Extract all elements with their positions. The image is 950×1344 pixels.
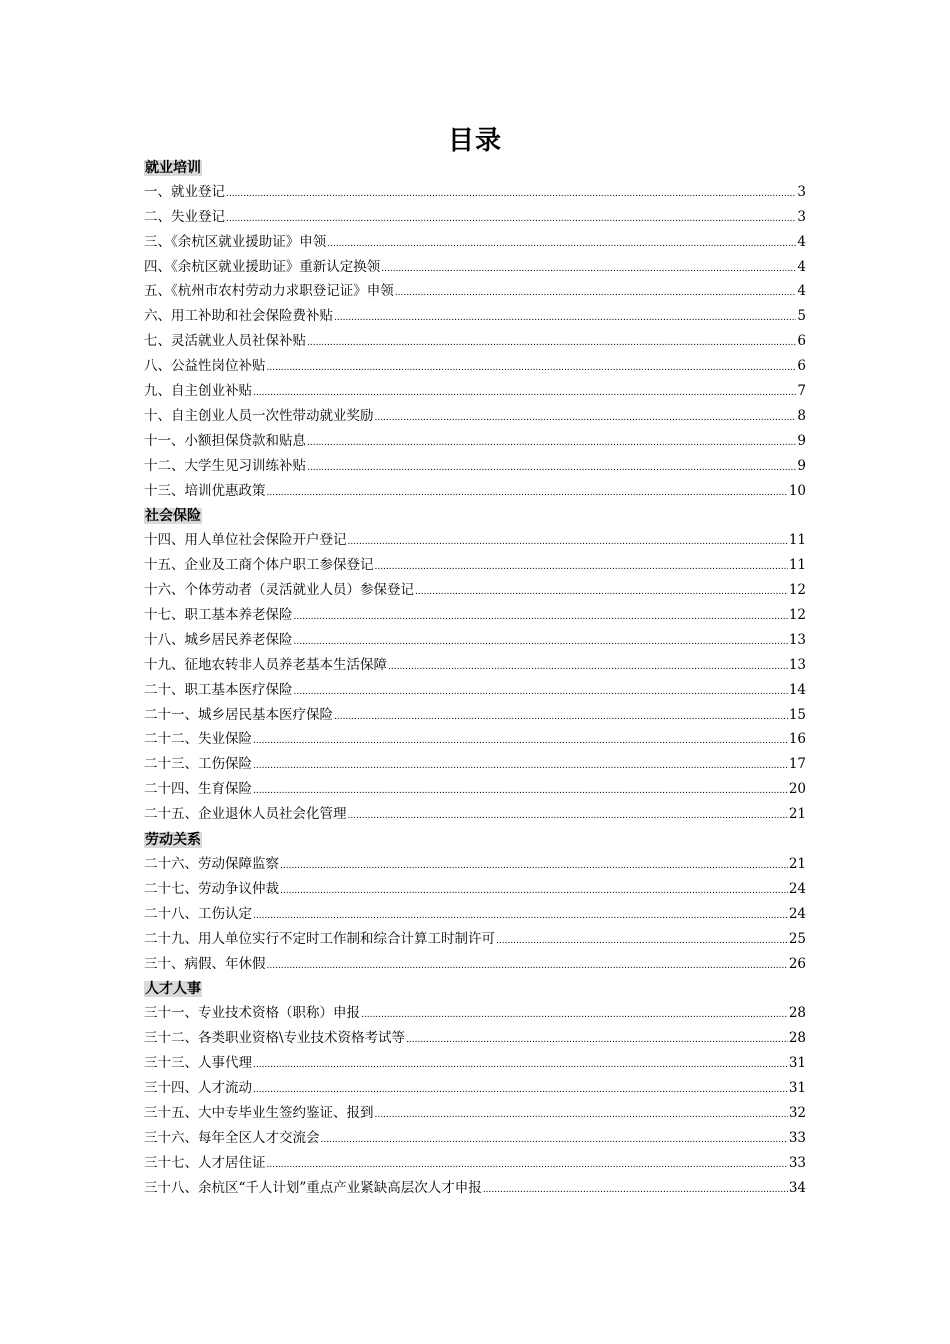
toc-entry-label: 四、《余杭区就业援助证》重新认定换领 bbox=[144, 258, 381, 275]
toc-entry[interactable] bbox=[144, 329, 806, 354]
toc-entry-page-number: 24 bbox=[788, 905, 806, 922]
toc-entry-page-number: 4 bbox=[797, 233, 806, 250]
toc-entry[interactable] bbox=[144, 379, 806, 404]
dot-leader bbox=[253, 1053, 788, 1078]
dot-leader bbox=[321, 1128, 788, 1153]
dot-leader bbox=[415, 580, 788, 605]
toc-entry-page-number: 32 bbox=[788, 1104, 806, 1121]
toc-entry-page-number: 21 bbox=[788, 806, 806, 823]
page-title: 目录 bbox=[447, 126, 502, 156]
table-of-contents bbox=[144, 155, 806, 1200]
toc-entry-page-number: 10 bbox=[788, 482, 806, 499]
dot-leader bbox=[381, 257, 796, 282]
section-heading bbox=[144, 155, 806, 180]
toc-entry-label: 二十六、劳动保障监察 bbox=[144, 855, 279, 872]
toc-entry-page-number: 25 bbox=[788, 930, 806, 947]
dot-leader bbox=[294, 630, 788, 655]
dot-leader bbox=[307, 331, 796, 356]
toc-entry-page-number: 7 bbox=[797, 383, 806, 400]
toc-entry[interactable] bbox=[144, 1176, 806, 1201]
dot-leader bbox=[483, 1178, 788, 1203]
toc-entry-label: 二十一、城乡居民基本医疗保险 bbox=[144, 706, 333, 723]
toc-entry-label: 五、《杭州市农村劳动力求职登记证》申领 bbox=[144, 283, 394, 300]
dot-leader bbox=[253, 779, 788, 804]
toc-entry-page-number: 3 bbox=[797, 183, 806, 200]
toc-entry[interactable] bbox=[144, 180, 806, 205]
toc-entry-page-number: 6 bbox=[797, 358, 806, 375]
toc-entry[interactable] bbox=[144, 553, 806, 578]
toc-entry[interactable] bbox=[144, 952, 806, 977]
toc-entry-label: 三十、病假、年休假 bbox=[144, 955, 266, 972]
dot-leader bbox=[253, 1078, 788, 1103]
toc-entry-page-number: 4 bbox=[797, 283, 806, 300]
toc-entry-page-number: 8 bbox=[797, 407, 806, 424]
toc-entry-page-number: 11 bbox=[788, 557, 806, 574]
toc-entry[interactable] bbox=[144, 653, 806, 678]
dot-leader bbox=[327, 232, 796, 257]
toc-entry-label: 八、公益性岗位补贴 bbox=[144, 358, 266, 375]
toc-entry-label: 二十八、工伤认定 bbox=[144, 905, 252, 922]
dot-leader bbox=[496, 929, 788, 954]
dot-leader bbox=[348, 530, 788, 555]
toc-entry-page-number: 9 bbox=[797, 457, 806, 474]
section-heading-label: 社会保险 bbox=[145, 508, 201, 525]
toc-entry-label: 一、就业登记 bbox=[144, 183, 225, 200]
toc-entry-page-number: 13 bbox=[788, 631, 806, 648]
toc-entry-label: 二十、职工基本医疗保险 bbox=[144, 681, 293, 698]
toc-entry-label: 六、用工补助和社会保险费补贴 bbox=[144, 308, 333, 325]
toc-entry-label: 十三、培训优惠政策 bbox=[144, 482, 266, 499]
toc-entry[interactable] bbox=[144, 802, 806, 827]
toc-entry[interactable] bbox=[144, 1051, 806, 1076]
toc-entry-page-number: 21 bbox=[788, 855, 806, 872]
toc-entry[interactable] bbox=[144, 603, 806, 628]
toc-entry[interactable] bbox=[144, 628, 806, 653]
toc-entry-page-number: 9 bbox=[797, 432, 806, 449]
toc-entry[interactable] bbox=[144, 1126, 806, 1151]
toc-entry-label: 十九、征地农转非人员养老基本生活保障 bbox=[144, 656, 387, 673]
dot-leader bbox=[375, 1103, 788, 1128]
toc-entry[interactable] bbox=[144, 429, 806, 454]
toc-entry[interactable] bbox=[144, 205, 806, 230]
dot-leader bbox=[280, 854, 788, 879]
toc-entry[interactable] bbox=[144, 578, 806, 603]
toc-entry[interactable] bbox=[144, 1001, 806, 1026]
dot-leader bbox=[388, 655, 788, 680]
toc-entry[interactable] bbox=[144, 703, 806, 728]
toc-entry[interactable] bbox=[144, 230, 806, 255]
toc-entry-label: 九、自主创业补贴 bbox=[144, 383, 252, 400]
section-heading-label: 劳动关系 bbox=[145, 832, 201, 849]
dot-leader bbox=[334, 705, 788, 730]
toc-entry-label: 二十五、企业退休人员社会化管理 bbox=[144, 806, 347, 823]
toc-entry-label: 十五、企业及工商个体户职工参保登记 bbox=[144, 557, 374, 574]
section-heading-label: 人才人事 bbox=[145, 981, 201, 998]
toc-entry-page-number: 28 bbox=[788, 1005, 806, 1022]
toc-entry[interactable] bbox=[144, 255, 806, 280]
toc-entry-page-number: 33 bbox=[788, 1154, 806, 1171]
dot-leader bbox=[406, 1028, 788, 1053]
dot-leader bbox=[267, 356, 797, 381]
section-heading bbox=[144, 503, 806, 528]
toc-entry-label: 三十四、人才流动 bbox=[144, 1079, 252, 1096]
toc-entry-label: 二十七、劳动争议仲裁 bbox=[144, 880, 279, 897]
toc-entry-page-number: 31 bbox=[788, 1079, 806, 1096]
toc-entry-label: 十七、职工基本养老保险 bbox=[144, 607, 293, 624]
toc-entry-page-number: 31 bbox=[788, 1055, 806, 1072]
dot-leader bbox=[267, 1153, 788, 1178]
toc-entry[interactable] bbox=[144, 404, 806, 429]
dot-leader bbox=[267, 954, 788, 979]
dot-leader bbox=[280, 879, 788, 904]
toc-entry-label: 十八、城乡居民养老保险 bbox=[144, 631, 293, 648]
toc-entry-label: 二十四、生育保险 bbox=[144, 781, 252, 798]
toc-entry-label: 十一、小额担保贷款和贴息 bbox=[144, 432, 306, 449]
toc-entry[interactable] bbox=[144, 1101, 806, 1126]
dot-leader bbox=[348, 804, 788, 829]
toc-entry-page-number: 11 bbox=[788, 532, 806, 549]
toc-entry-page-number: 28 bbox=[788, 1030, 806, 1047]
toc-entry-page-number: 12 bbox=[788, 607, 806, 624]
dot-leader bbox=[226, 182, 796, 207]
toc-entry[interactable] bbox=[144, 1026, 806, 1051]
dot-leader bbox=[307, 456, 796, 481]
toc-entry-label: 三、《余杭区就业援助证》申领 bbox=[144, 233, 327, 250]
toc-entry-label: 七、灵活就业人员社保补贴 bbox=[144, 333, 306, 350]
toc-entry-page-number: 4 bbox=[797, 258, 806, 275]
dot-leader bbox=[361, 1003, 788, 1028]
toc-entry-label: 三十三、人事代理 bbox=[144, 1055, 252, 1072]
toc-entry-label: 三十六、每年全区人才交流会 bbox=[144, 1129, 320, 1146]
dot-leader bbox=[375, 555, 788, 580]
toc-entry-page-number: 12 bbox=[788, 582, 806, 599]
toc-entry-label: 十六、个体劳动者（灵活就业人员）参保登记 bbox=[144, 582, 414, 599]
toc-entry-page-number: 33 bbox=[788, 1129, 806, 1146]
dot-leader bbox=[294, 605, 788, 630]
section-heading bbox=[144, 827, 806, 852]
dot-leader bbox=[267, 481, 788, 506]
toc-entry-label: 二十九、用人单位实行不定时工作制和综合计算工时制许可 bbox=[144, 930, 495, 947]
toc-entry[interactable] bbox=[144, 279, 806, 304]
dot-leader bbox=[307, 431, 796, 456]
toc-entry-page-number: 14 bbox=[788, 681, 806, 698]
toc-entry-page-number: 24 bbox=[788, 880, 806, 897]
toc-entry-label: 三十二、各类职业资格\专业技术资格考试等 bbox=[144, 1030, 406, 1047]
toc-entry-label: 三十五、大中专毕业生签约鉴证、报到 bbox=[144, 1104, 374, 1121]
toc-entry-page-number: 13 bbox=[788, 656, 806, 673]
toc-entry[interactable] bbox=[144, 678, 806, 703]
toc-entry[interactable] bbox=[144, 727, 806, 752]
toc-entry-label: 十二、大学生见习训练补贴 bbox=[144, 457, 306, 474]
toc-entry[interactable] bbox=[144, 902, 806, 927]
toc-entry-page-number: 3 bbox=[797, 208, 806, 225]
toc-entry-page-number: 6 bbox=[797, 333, 806, 350]
toc-entry-label: 二十二、失业保险 bbox=[144, 731, 252, 748]
toc-entry-page-number: 17 bbox=[788, 756, 806, 773]
dot-leader bbox=[253, 381, 796, 406]
toc-entry[interactable] bbox=[144, 777, 806, 802]
dot-leader bbox=[253, 729, 788, 754]
section-heading-label: 就业培训 bbox=[145, 160, 201, 176]
section-heading bbox=[144, 976, 806, 1001]
dot-leader bbox=[253, 904, 788, 929]
dot-leader bbox=[375, 406, 797, 431]
toc-entry[interactable] bbox=[144, 304, 806, 329]
toc-entry-label: 十、自主创业人员一次性带动就业奖励 bbox=[144, 407, 374, 424]
toc-entry[interactable] bbox=[144, 454, 806, 479]
toc-entry[interactable] bbox=[144, 528, 806, 553]
toc-entry-label: 三十七、人才居住证 bbox=[144, 1154, 266, 1171]
toc-entry-page-number: 5 bbox=[797, 308, 806, 325]
toc-entry[interactable] bbox=[144, 752, 806, 777]
toc-entry[interactable] bbox=[144, 877, 806, 902]
dot-leader bbox=[395, 281, 797, 306]
toc-entry-label: 二、失业登记 bbox=[144, 208, 225, 225]
toc-entry-label: 十四、用人单位社会保险开户登记 bbox=[144, 532, 347, 549]
toc-entry-page-number: 34 bbox=[788, 1179, 806, 1196]
toc-entry[interactable] bbox=[144, 927, 806, 952]
toc-entry[interactable] bbox=[144, 852, 806, 877]
dot-leader bbox=[226, 207, 796, 232]
toc-entry-label: 二十三、工伤保险 bbox=[144, 756, 252, 773]
toc-entry-label: 三十八、余杭区“千人计划”重点产业紧缺高层次人才申报 bbox=[144, 1179, 482, 1196]
toc-entry[interactable] bbox=[144, 1151, 806, 1176]
toc-entry-page-number: 16 bbox=[788, 731, 806, 748]
dot-leader bbox=[294, 680, 788, 705]
dot-leader bbox=[334, 306, 796, 331]
dot-leader bbox=[253, 754, 788, 779]
toc-entry-page-number: 20 bbox=[788, 781, 806, 798]
toc-entry[interactable] bbox=[144, 1076, 806, 1101]
toc-entry[interactable] bbox=[144, 354, 806, 379]
toc-entry-page-number: 26 bbox=[788, 955, 806, 972]
toc-entry-label: 三十一、专业技术资格（职称）申报 bbox=[144, 1005, 360, 1022]
toc-entry-page-number: 15 bbox=[788, 706, 806, 723]
toc-entry[interactable] bbox=[144, 479, 806, 504]
